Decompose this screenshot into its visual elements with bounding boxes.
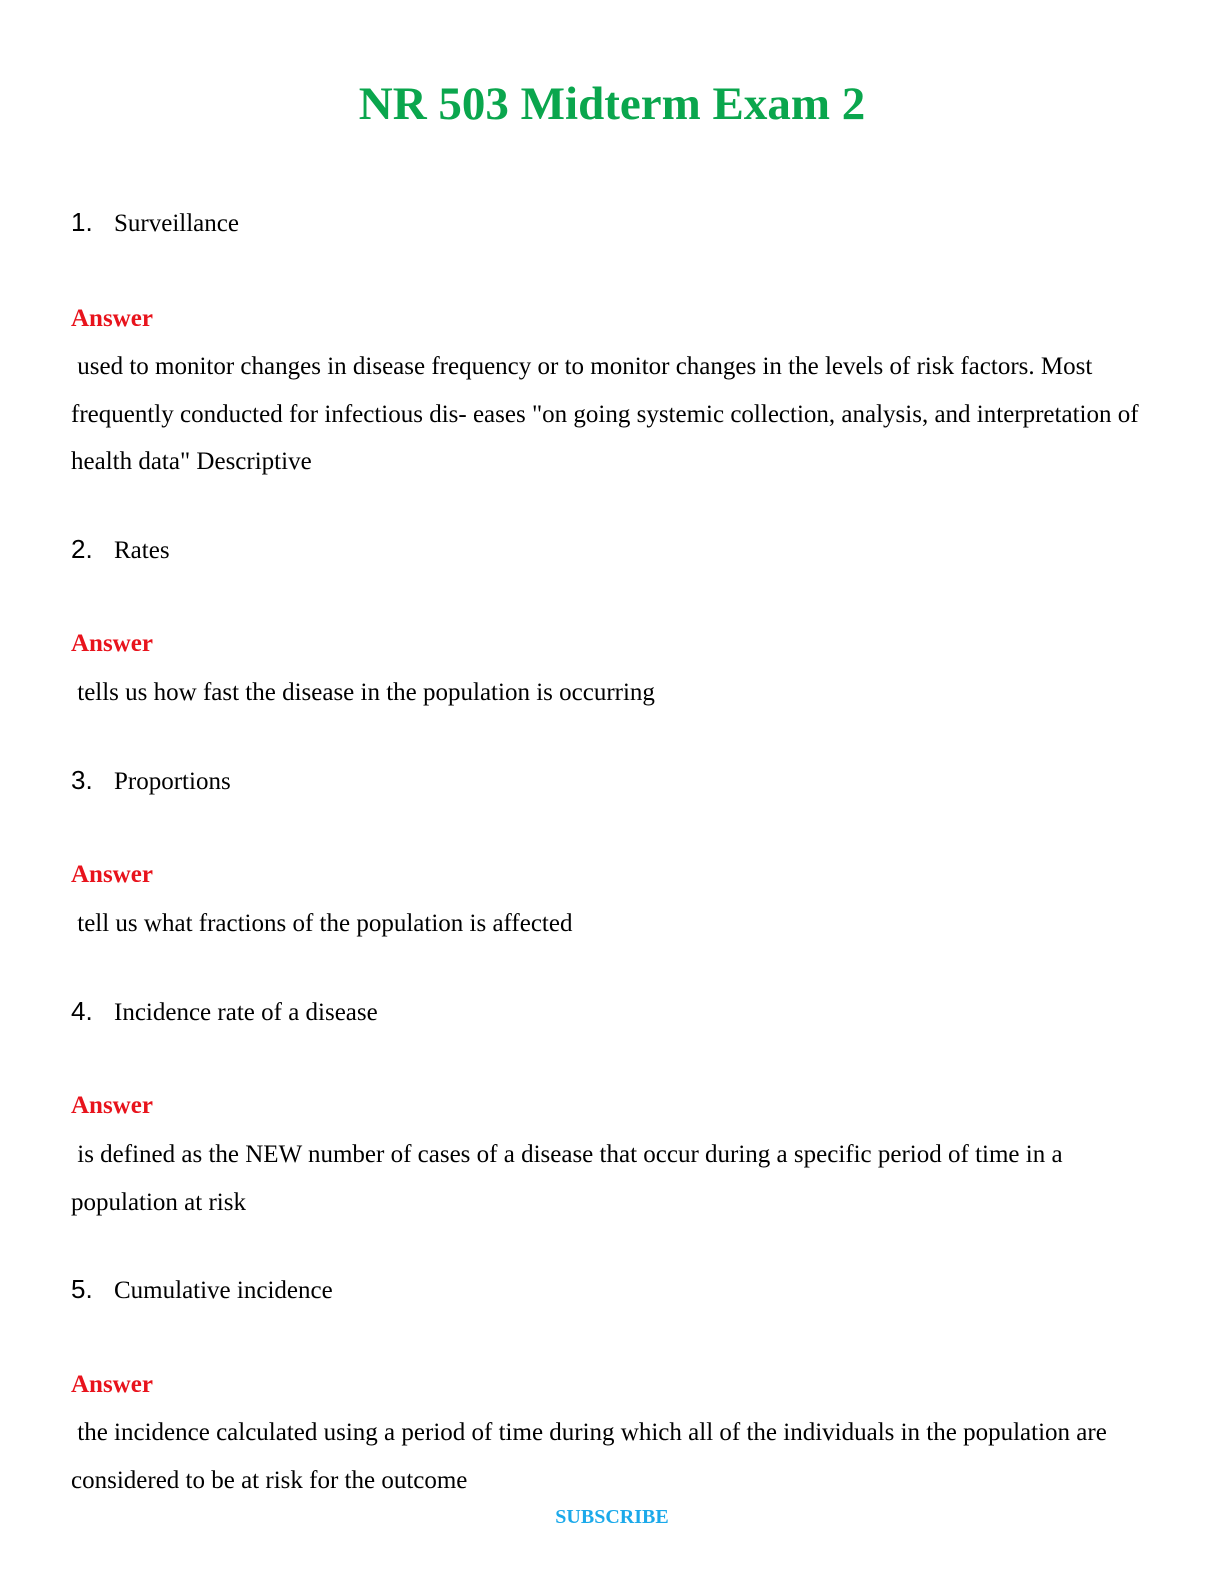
question-number: 5. [71,1274,93,1304]
question-item [71,994,378,1030]
answer-text: is defined as the NEW number of cases of a disease that occur during a specific period of time in a population at risk [71,1141,1069,1216]
answer-text: used to monitor changes in disease frequency or to monitor changes in the levels of risk factors. Most frequently conducted for infectious dis- eases "on going systemic collection, analysis, and interpretation of health data" Descriptive [71,353,1145,475]
question-term: Cumulative incidence [114,1277,333,1304]
question-term: Surveillance [114,210,239,237]
answer-text: tell us what fractions of the population is affected [71,910,573,937]
question-term: Rates [114,537,170,564]
question-item [71,532,170,568]
answer-label: Answer [71,861,153,888]
answer-label: Answer [71,1371,153,1398]
question-number: 3. [71,765,93,795]
question-item [71,1272,333,1308]
answer-text: tells us how fast the disease in the population is occurring [71,679,655,706]
subscribe-link[interactable]: SUBSCRIBE [555,1506,669,1528]
question-number: 4. [71,996,93,1026]
answer-label: Answer [71,630,153,657]
answer-label: Answer [71,305,153,332]
question-term: Incidence rate of a disease [114,999,378,1026]
page-title: NR 503 Midterm Exam 2 [358,78,866,130]
answer-text: the incidence calculated using a period of time during which all of the individuals in the population are considered to be at risk for the outcome [71,1419,1114,1494]
question-number: 2. [71,534,93,564]
question-term: Proportions [114,768,231,795]
question-number: 1. [71,207,93,237]
answer-label: Answer [71,1092,153,1119]
question-item [71,205,239,241]
question-item [71,763,231,799]
